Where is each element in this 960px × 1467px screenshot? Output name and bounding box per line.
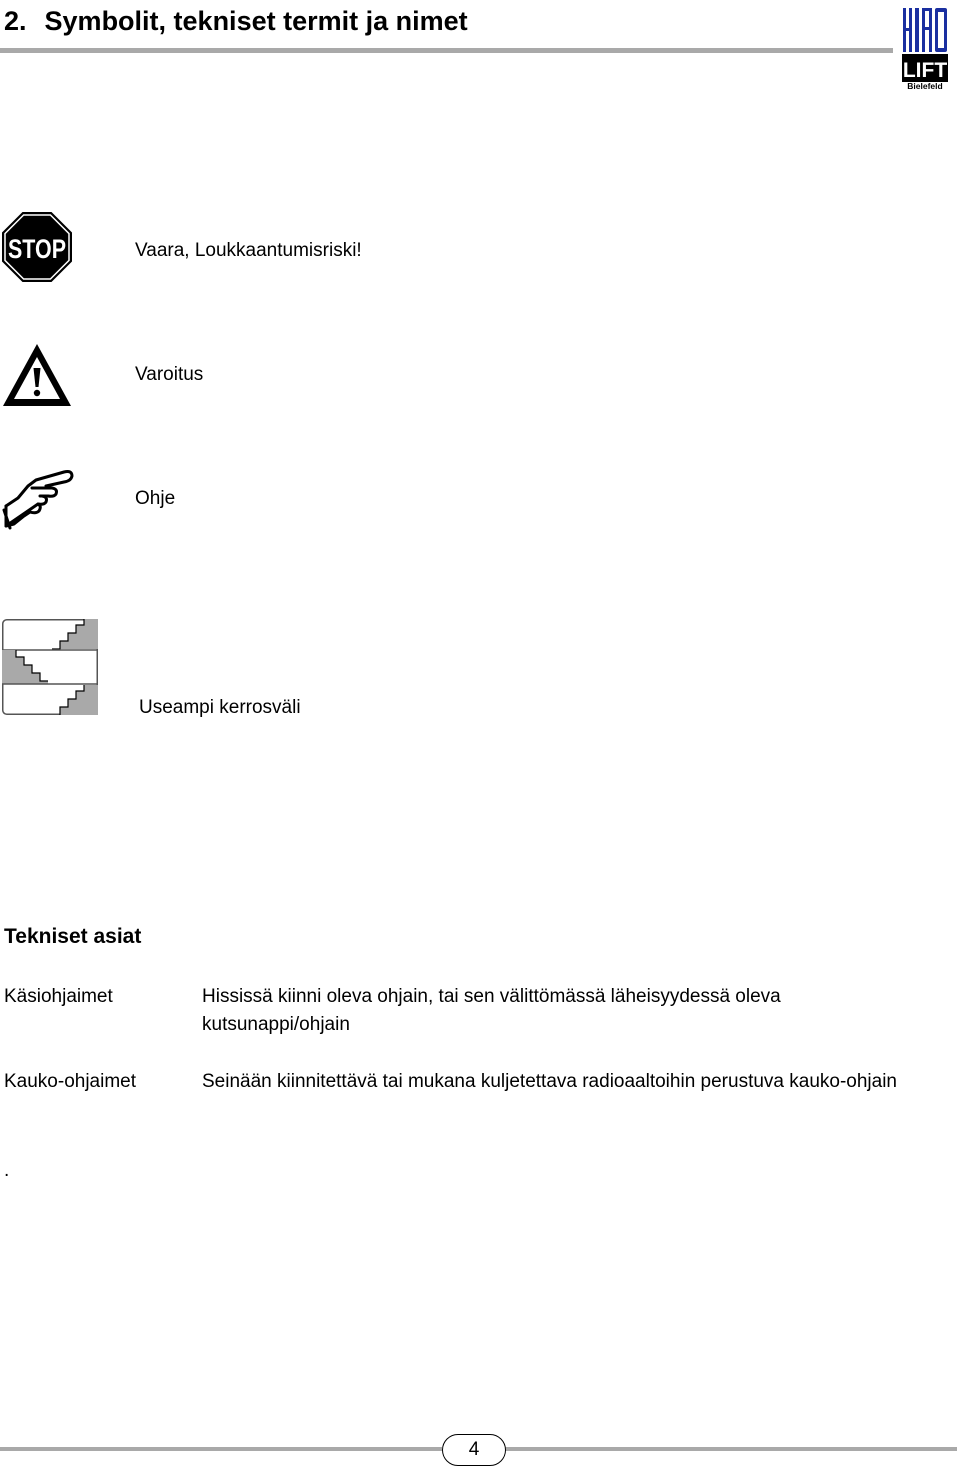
term-remote-controls: Kauko-ohjaimet — [4, 1071, 137, 1092]
page-number: 4 — [442, 1434, 506, 1466]
symbol-label-instruction: Ohje — [135, 488, 176, 509]
footer-rule-left — [0, 1447, 442, 1451]
logo-city-text: Bielefeld — [907, 81, 943, 91]
header-rule — [0, 48, 893, 53]
definition-hand-controls: Hississä kiinni oleva ohjain, tai sen välittömässä läheisyydessä oleva kutsunappi/ohjain — [202, 986, 781, 1035]
logo-hiro-text: HIRO — [925, 36, 928, 37]
hirolift-logo — [902, 6, 948, 90]
logo-lift-text: LIFT — [902, 59, 948, 82]
pointing-hand-icon — [2, 466, 74, 530]
definition-remote-controls: Seinään kiinnitettävä tai mukana kuljetettava radioaaltoihin perustuva kauko-ohjain — [202, 1071, 897, 1092]
symbol-label-danger: Vaara, Loukkaantumisriski! — [135, 240, 362, 261]
stop-sign-icon — [2, 212, 72, 282]
stray-period: . — [4, 1160, 10, 1181]
section-heading: Tekniset asiat — [4, 925, 142, 948]
section-title: Symbolit, tekniset termit ja nimet — [44, 6, 468, 36]
page-title — [4, 6, 468, 37]
symbol-label-multi-floor: Useampi kerrosväli — [139, 697, 301, 718]
warning-triangle-icon — [2, 343, 72, 407]
footer-rule-right — [505, 1447, 957, 1451]
stop-text: STOP — [8, 234, 66, 264]
term-hand-controls: Käsiohjaimet — [4, 986, 113, 1007]
staircase-floors-icon — [2, 619, 98, 715]
symbol-label-warning: Varoitus — [135, 364, 204, 385]
section-number: 2. — [4, 6, 27, 36]
